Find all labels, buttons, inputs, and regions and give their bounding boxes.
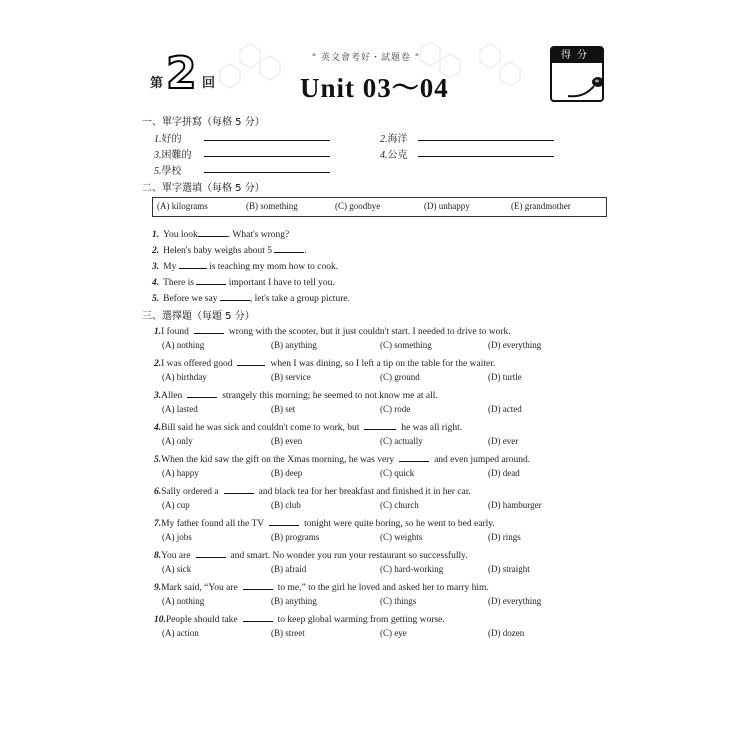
answer-option[interactable]: (A) only [162, 436, 193, 446]
answer-option[interactable]: (C) church [380, 500, 419, 510]
answer-option[interactable]: (C) ground [380, 372, 420, 382]
badge-prefix: 第 [150, 76, 164, 91]
answer-blank[interactable] [243, 612, 273, 622]
answer-option[interactable]: (A) jobs [162, 532, 192, 542]
vocab-item: 2.海洋 [380, 134, 408, 145]
word-option: (D) unhappy [424, 201, 470, 211]
answer-line[interactable] [418, 156, 554, 157]
page-title: Unit 03～04 [300, 73, 449, 103]
answer-option[interactable]: (C) hard-working [380, 564, 444, 574]
fill-sentence: 1. You look . What's wrong? [152, 227, 289, 240]
vocab-item: 5.學校 [154, 166, 182, 177]
answer-option[interactable]: (C) quick [380, 468, 415, 478]
answer-option[interactable]: (B) deep [271, 468, 303, 478]
answer-blank[interactable] [196, 275, 226, 285]
answer-option[interactable]: (D) hamburger [488, 500, 542, 510]
answer-blank[interactable] [220, 291, 250, 301]
question-stem: 9.Mark said, “You are to me,” to the girl he loved and asked her to marry him. [154, 580, 489, 593]
answer-option[interactable]: (C) eye [380, 628, 407, 638]
answer-option[interactable]: (A) birthday [162, 372, 207, 382]
question-stem: 4.Bill said he was sick and couldn't come to work, but he was all right. [154, 420, 462, 433]
answer-option[interactable]: (D) dead [488, 468, 520, 478]
answer-option[interactable]: (B) club [271, 500, 301, 510]
answer-blank[interactable] [399, 452, 429, 462]
answer-option[interactable]: (A) cup [162, 500, 190, 510]
fill-sentence: 4. There is important I have to tell you. [152, 275, 335, 288]
question-stem: 3.Allen strangely this morning; he seemed to not know me at all. [154, 388, 438, 401]
answer-option[interactable]: (C) actually [380, 436, 423, 446]
vocab-item: 1.好的 [154, 134, 182, 145]
answer-line[interactable] [204, 140, 330, 141]
section2-heading: 二、單字選填（每格 5 分） [142, 183, 265, 194]
answer-option[interactable]: (C) weights [380, 532, 423, 542]
question-stem: 8.You are and smart. No wonder you run your restaurant so successfully. [154, 548, 468, 561]
section1-heading: 一、單字拼寫（每格 5 分） [142, 117, 265, 128]
answer-option[interactable]: (A) nothing [162, 596, 205, 606]
answer-line[interactable] [204, 156, 330, 157]
answer-option[interactable]: (D) everything [488, 596, 542, 606]
subtitle: " 英文會考好・試題卷 " [312, 53, 421, 63]
badge-number: 2 [166, 48, 197, 99]
answer-option[interactable]: (C) rode [380, 404, 411, 414]
fill-sentence: 5. Before we say , let's take a group picture. [152, 291, 350, 304]
question-stem: 6.Sally ordered a and black tea for her breakfast and finished it in her car. [154, 484, 471, 497]
answer-option[interactable]: (D) turtle [488, 372, 522, 382]
answer-option[interactable]: (D) acted [488, 404, 522, 414]
vocab-item: 3.困難的 [154, 150, 192, 161]
answer-option[interactable]: (A) happy [162, 468, 199, 478]
section3-heading: 三、選擇題（每題 5 分） [142, 311, 255, 322]
answer-option[interactable]: (B) afraid [271, 564, 307, 574]
answer-blank[interactable] [187, 388, 217, 398]
answer-option[interactable]: (A) lasted [162, 404, 198, 414]
answer-blank[interactable] [269, 516, 299, 526]
answer-option[interactable]: (D) everything [488, 340, 542, 350]
answer-line[interactable] [204, 172, 330, 173]
badge-suffix: 回 [202, 76, 216, 91]
answer-blank[interactable] [194, 324, 224, 334]
answer-option[interactable]: (D) dozen [488, 628, 525, 638]
word-bank [152, 197, 607, 217]
vocab-item: 4.公克 [380, 150, 408, 161]
answer-option[interactable]: (D) straight [488, 564, 530, 574]
answer-option[interactable]: (B) service [271, 372, 311, 382]
answer-option[interactable]: (B) anything [271, 340, 317, 350]
microphone-icon [566, 74, 606, 100]
answer-option[interactable]: (C) something [380, 340, 432, 350]
answer-blank[interactable] [237, 356, 265, 366]
answer-option[interactable]: (A) nothing [162, 340, 205, 350]
question-stem: 1.I found wrong with the scooter, but it just couldn't start. I needed to drive to work. [154, 324, 511, 337]
question-stem: 2.I was offered good when I was dining, so I left a tip on the table for the waiter. [154, 356, 495, 369]
answer-option[interactable]: (B) even [271, 436, 303, 446]
answer-option[interactable]: (C) things [380, 596, 417, 606]
answer-blank[interactable] [198, 227, 228, 237]
answer-line[interactable] [418, 140, 554, 141]
answer-blank[interactable] [274, 243, 304, 253]
answer-blank[interactable] [243, 580, 273, 590]
word-option: (A) kilograms [157, 201, 208, 211]
question-stem: 5.When the kid saw the gift on the Xmas morning, he was very and even jumped around. [154, 452, 530, 465]
worksheet-page [140, 40, 615, 650]
answer-option[interactable]: (A) sick [162, 564, 192, 574]
answer-option[interactable]: (B) anything [271, 596, 317, 606]
answer-option[interactable]: (A) action [162, 628, 199, 638]
word-option: (B) something [246, 201, 298, 211]
answer-blank[interactable] [364, 420, 396, 430]
answer-option[interactable]: (D) ever [488, 436, 519, 446]
word-option: (C) goodbye [335, 201, 381, 211]
answer-option[interactable]: (B) set [271, 404, 296, 414]
fill-sentence: 2. Helen's baby weighs about 5 . [152, 243, 307, 256]
answer-option[interactable]: (B) programs [271, 532, 320, 542]
question-stem: 7.My father found all the TV tonight were quite boring, so he went to bed early. [154, 516, 495, 529]
word-option: (E) grandmother [511, 201, 571, 211]
answer-blank[interactable] [224, 484, 254, 494]
answer-blank[interactable] [196, 548, 226, 558]
fill-sentence: 3. My is teaching my mom how to cook. [152, 259, 338, 272]
answer-option[interactable]: (B) street [271, 628, 305, 638]
question-stem: 10.People should take to keep global warming from getting worse. [154, 612, 445, 625]
round-badge [146, 48, 218, 100]
score-label: 得分 [552, 48, 602, 63]
answer-blank[interactable] [179, 259, 207, 269]
answer-option[interactable]: (D) rings [488, 532, 521, 542]
